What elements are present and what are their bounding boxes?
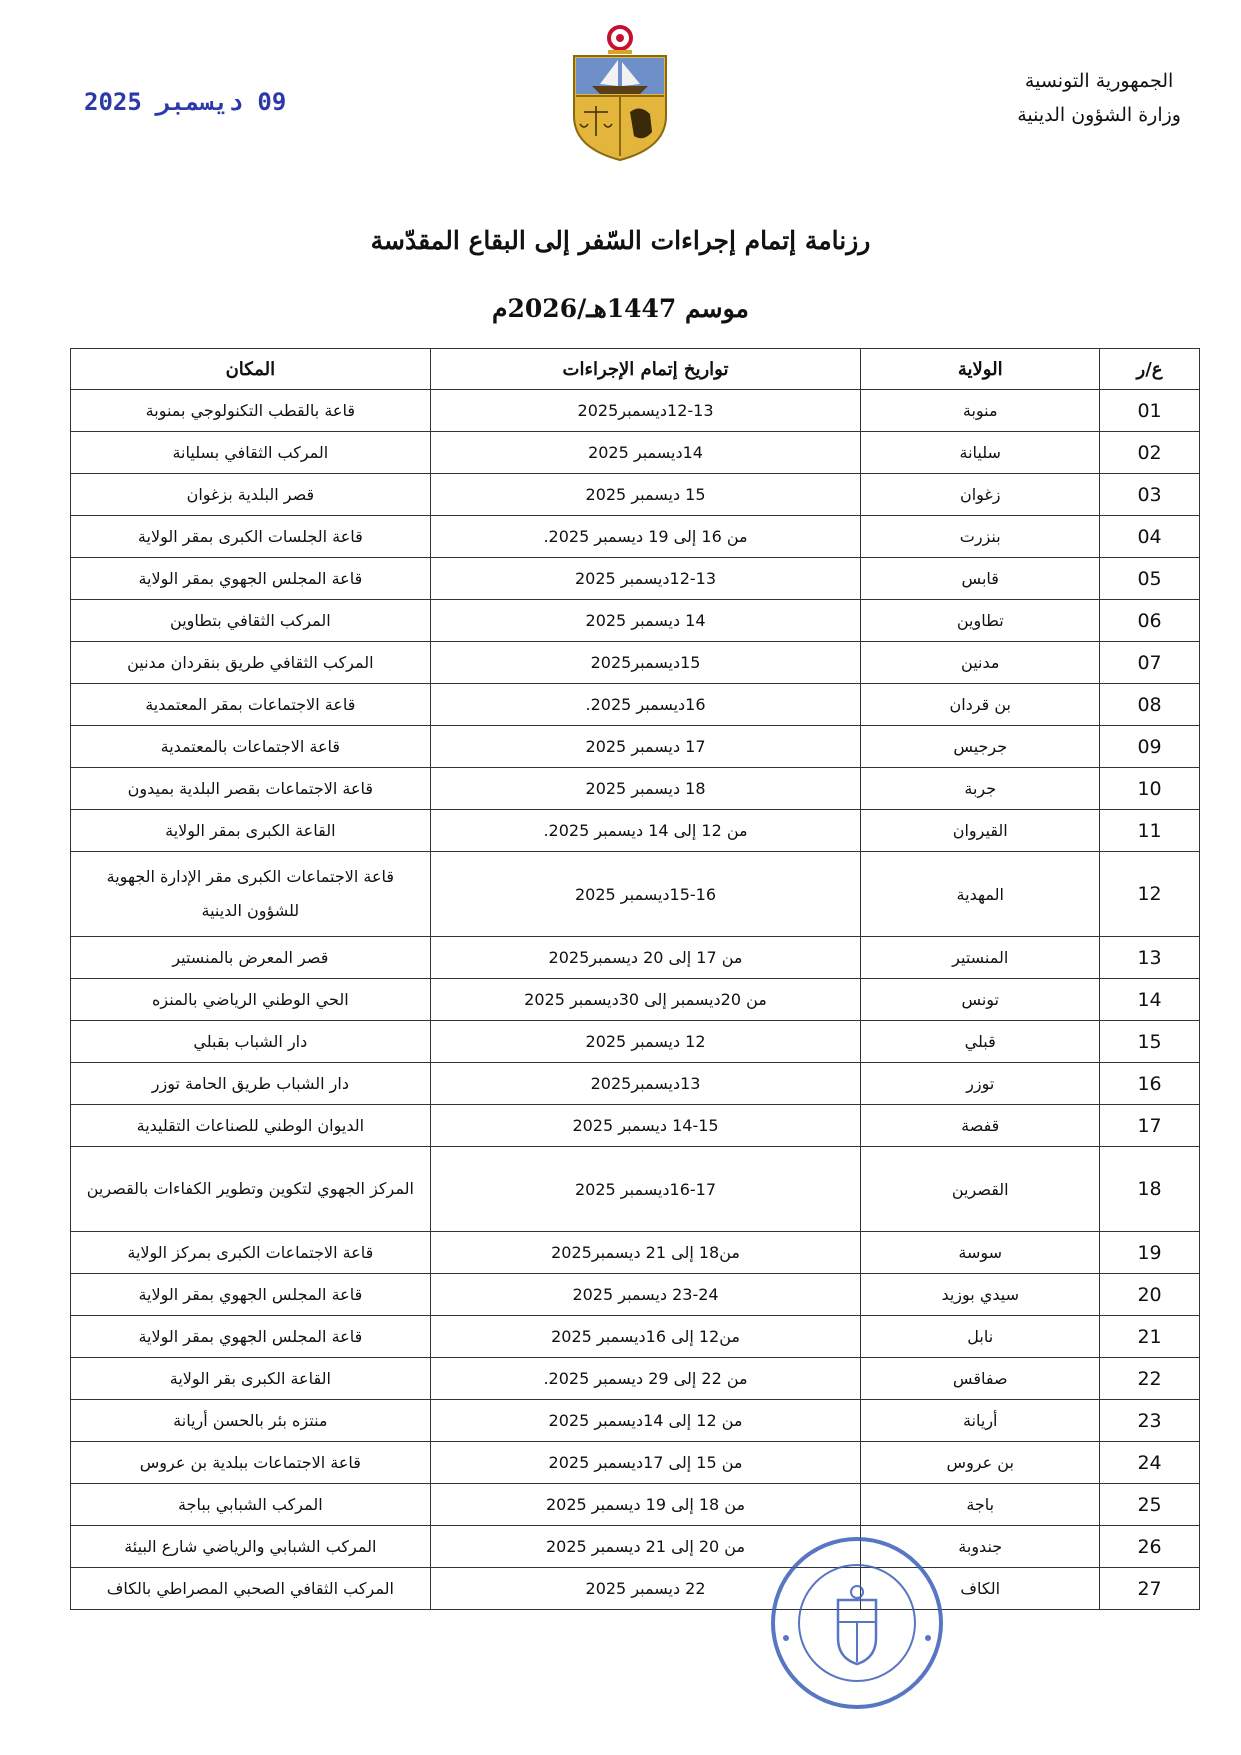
cell-governorate: المهدية [861, 852, 1100, 937]
cell-dates: 12-13ديسمبر2025 [430, 390, 861, 432]
cell-dates: 15-16ديسمبر 2025 [430, 852, 861, 937]
table-row [71, 1568, 1200, 1610]
ministry-name: وزارة الشؤون الدينية [1017, 104, 1181, 126]
cell-place: المركب الثقافي الصحبي المصراطي بالكاف [71, 1568, 431, 1610]
cell-governorate: قبلي [861, 1021, 1100, 1063]
cell-num: 26 [1100, 1526, 1200, 1568]
cell-place: قصر البلدية بزغوان [71, 474, 431, 516]
cell-num: 23 [1100, 1400, 1200, 1442]
table-row [71, 600, 1200, 642]
cell-governorate: توزر [861, 1063, 1100, 1105]
cell-governorate: منوبة [861, 390, 1100, 432]
cell-place: المركز الجهوي لتكوين وتطوير الكفاءات بالقصرين [71, 1147, 431, 1232]
cell-dates: من 20 إلى 21 ديسمبر 2025 [430, 1526, 861, 1568]
cell-place: قاعة الاجتماعات بالمعتمدية [71, 726, 431, 768]
cell-dates: من 12 إلى 14 ديسمبر 2025. [430, 810, 861, 852]
table-row [71, 474, 1200, 516]
cell-place: قاعة الاجتماعات الكبرى مقر الإدارة الجهوية للشؤون الدينية [71, 852, 431, 937]
cell-num: 06 [1100, 600, 1200, 642]
table-row [71, 684, 1200, 726]
cell-dates: من 17 إلى 20 ديسمبر2025 [430, 937, 861, 979]
table-row [71, 390, 1200, 432]
cell-num: 17 [1100, 1105, 1200, 1147]
cell-place: المركب الشبابي بباجة [71, 1484, 431, 1526]
cell-governorate: بن عروس [861, 1442, 1100, 1484]
cell-governorate: زغوان [861, 474, 1100, 516]
cell-governorate: تونس [861, 979, 1100, 1021]
table-row [71, 1063, 1200, 1105]
cell-governorate: بن قردان [861, 684, 1100, 726]
cell-dates: 13ديسمبر2025 [430, 1063, 861, 1105]
season-subtitle: موسم 1447هـ/2026م [492, 294, 749, 323]
cell-governorate: القصرين [861, 1147, 1100, 1232]
issuer-header [1017, 64, 1181, 132]
cell-place: الحي الوطني الرياضي بالمنزه [71, 979, 431, 1021]
cell-dates: من 16 إلى 19 ديسمبر 2025. [430, 516, 861, 558]
cell-place: الديوان الوطني للصناعات التقليدية [71, 1105, 431, 1147]
received-date-stamp: 09 ديسمبر 2025 [84, 88, 287, 116]
cell-dates: 14-15 ديسمبر 2025 [430, 1105, 861, 1147]
cell-num: 22 [1100, 1358, 1200, 1400]
cell-place: المركب الشبابي والرياضي شارع البيئة [71, 1526, 431, 1568]
cell-num: 02 [1100, 432, 1200, 474]
cell-dates: 14 ديسمبر 2025 [430, 600, 861, 642]
cell-place: منتزه بئر بالحسن أريانة [71, 1400, 431, 1442]
cell-governorate: نابل [861, 1316, 1100, 1358]
cell-dates: 17 ديسمبر 2025 [430, 726, 861, 768]
cell-place: قاعة بالقطب التكنولوجي بمنوبة [71, 390, 431, 432]
table-row [71, 726, 1200, 768]
cell-place: المركب الثقافي بسليانة [71, 432, 431, 474]
table-row [71, 1274, 1200, 1316]
cell-place: قاعة الاجتماعات ببلدية بن عروس [71, 1442, 431, 1484]
table-row [71, 642, 1200, 684]
cell-num: 11 [1100, 810, 1200, 852]
cell-dates: 16ديسمبر 2025. [430, 684, 861, 726]
table-row [71, 1232, 1200, 1274]
cell-place: قاعة المجلس الجهوي بمقر الولاية [71, 1316, 431, 1358]
cell-place: قصر المعرض بالمنستير [71, 937, 431, 979]
table-row [71, 1484, 1200, 1526]
cell-governorate: مدنين [861, 642, 1100, 684]
cell-governorate: سوسة [861, 1232, 1100, 1274]
republic-name: الجمهورية التونسية [1024, 70, 1174, 92]
cell-dates: 15ديسمبر2025 [430, 642, 861, 684]
cell-dates: من 22 إلى 29 ديسمبر 2025. [430, 1358, 861, 1400]
cell-num: 10 [1100, 768, 1200, 810]
schedule-table [70, 348, 1200, 1610]
cell-dates: 15 ديسمبر 2025 [430, 474, 861, 516]
document-title: رزنامة إتمام إجراءات السّفر إلى البقاع المقدّسة [370, 226, 871, 255]
table-row [71, 1105, 1200, 1147]
cell-dates: من 20ديسمبر إلى 30ديسمبر 2025 [430, 979, 861, 1021]
table-row [71, 1147, 1200, 1232]
cell-place: قاعة الجلسات الكبرى بمقر الولاية [71, 516, 431, 558]
cell-place: دار الشباب طريق الحامة توزر [71, 1063, 431, 1105]
cell-num: 04 [1100, 516, 1200, 558]
cell-num: 12 [1100, 852, 1200, 937]
cell-governorate: جرجيس [861, 726, 1100, 768]
cell-governorate: صفاقس [861, 1358, 1100, 1400]
cell-place: القاعة الكبرى بمقر الولاية [71, 810, 431, 852]
cell-governorate: قابس [861, 558, 1100, 600]
ministry-round-seal-icon [768, 1534, 946, 1712]
cell-governorate: أريانة [861, 1400, 1100, 1442]
table-row [71, 768, 1200, 810]
table-row [71, 852, 1200, 937]
table-row [71, 1021, 1200, 1063]
cell-governorate: الكاف [861, 1568, 1100, 1610]
cell-num: 25 [1100, 1484, 1200, 1526]
table-row [71, 1400, 1200, 1442]
cell-num: 07 [1100, 642, 1200, 684]
cell-dates: 12-13ديسمبر 2025 [430, 558, 861, 600]
cell-num: 14 [1100, 979, 1200, 1021]
cell-governorate: قفصة [861, 1105, 1100, 1147]
cell-num: 13 [1100, 937, 1200, 979]
cell-place: القاعة الكبرى بقر الولاية [71, 1358, 431, 1400]
header-place: المكان [71, 349, 431, 390]
cell-dates: 16-17ديسمبر 2025 [430, 1147, 861, 1232]
table-row [71, 979, 1200, 1021]
cell-place: المركب الثقافي طريق بنقردان مدنين [71, 642, 431, 684]
table-row [71, 1316, 1200, 1358]
cell-dates: من 18 إلى 19 ديسمبر 2025 [430, 1484, 861, 1526]
cell-num: 21 [1100, 1316, 1200, 1358]
cell-place: دار الشباب بقبلي [71, 1021, 431, 1063]
cell-dates: 22 ديسمبر 2025 [430, 1568, 861, 1610]
cell-num: 27 [1100, 1568, 1200, 1610]
cell-dates: من18 إلى 21 ديسمبر2025 [430, 1232, 861, 1274]
cell-num: 01 [1100, 390, 1200, 432]
table-row [71, 1526, 1200, 1568]
cell-num: 15 [1100, 1021, 1200, 1063]
cell-governorate: سيدي بوزيد [861, 1274, 1100, 1316]
cell-num: 03 [1100, 474, 1200, 516]
table-row [71, 432, 1200, 474]
table-row [71, 558, 1200, 600]
tunisia-coat-of-arms-icon [560, 24, 680, 164]
cell-num: 18 [1100, 1147, 1200, 1232]
cell-num: 16 [1100, 1063, 1200, 1105]
table-row [71, 810, 1200, 852]
header-governorate: الولاية [861, 349, 1100, 390]
cell-place: قاعة الاجتماعات بمقر المعتمدية [71, 684, 431, 726]
cell-num: 24 [1100, 1442, 1200, 1484]
table-row [71, 1358, 1200, 1400]
cell-dates: من 15 إلى 17ديسمبر 2025 [430, 1442, 861, 1484]
cell-dates: 14ديسمبر 2025 [430, 432, 861, 474]
cell-governorate: سليانة [861, 432, 1100, 474]
cell-num: 05 [1100, 558, 1200, 600]
table-row [71, 1442, 1200, 1484]
cell-dates: 23-24 ديسمبر 2025 [430, 1274, 861, 1316]
table-row [71, 937, 1200, 979]
cell-governorate: جربة [861, 768, 1100, 810]
cell-place: قاعة الاجتماعات بقصر البلدية بميدون [71, 768, 431, 810]
cell-governorate: جندوبة [861, 1526, 1100, 1568]
cell-governorate: القيروان [861, 810, 1100, 852]
cell-dates: من 12 إلى 14ديسمبر 2025 [430, 1400, 861, 1442]
cell-governorate: تطاوين [861, 600, 1100, 642]
cell-dates: من12 إلى 16ديسمبر 2025 [430, 1316, 861, 1358]
table-header-row [71, 349, 1200, 390]
header-num: ع/ر [1100, 349, 1200, 390]
cell-place: المركب الثقافي بتطاوين [71, 600, 431, 642]
cell-num: 09 [1100, 726, 1200, 768]
cell-num: 08 [1100, 684, 1200, 726]
cell-place: قاعة الاجتماعات الكبرى بمركز الولاية [71, 1232, 431, 1274]
cell-dates: 12 ديسمبر 2025 [430, 1021, 861, 1063]
cell-governorate: المنستير [861, 937, 1100, 979]
header-dates: تواريخ إتمام الإجراءات [430, 349, 861, 390]
cell-num: 20 [1100, 1274, 1200, 1316]
cell-governorate: بنزرت [861, 516, 1100, 558]
cell-dates: 18 ديسمبر 2025 [430, 768, 861, 810]
cell-governorate: باجة [861, 1484, 1100, 1526]
table-row [71, 516, 1200, 558]
cell-place: قاعة المجلس الجهوي بمقر الولاية [71, 558, 431, 600]
cell-place: قاعة المجلس الجهوي بمقر الولاية [71, 1274, 431, 1316]
cell-num: 19 [1100, 1232, 1200, 1274]
